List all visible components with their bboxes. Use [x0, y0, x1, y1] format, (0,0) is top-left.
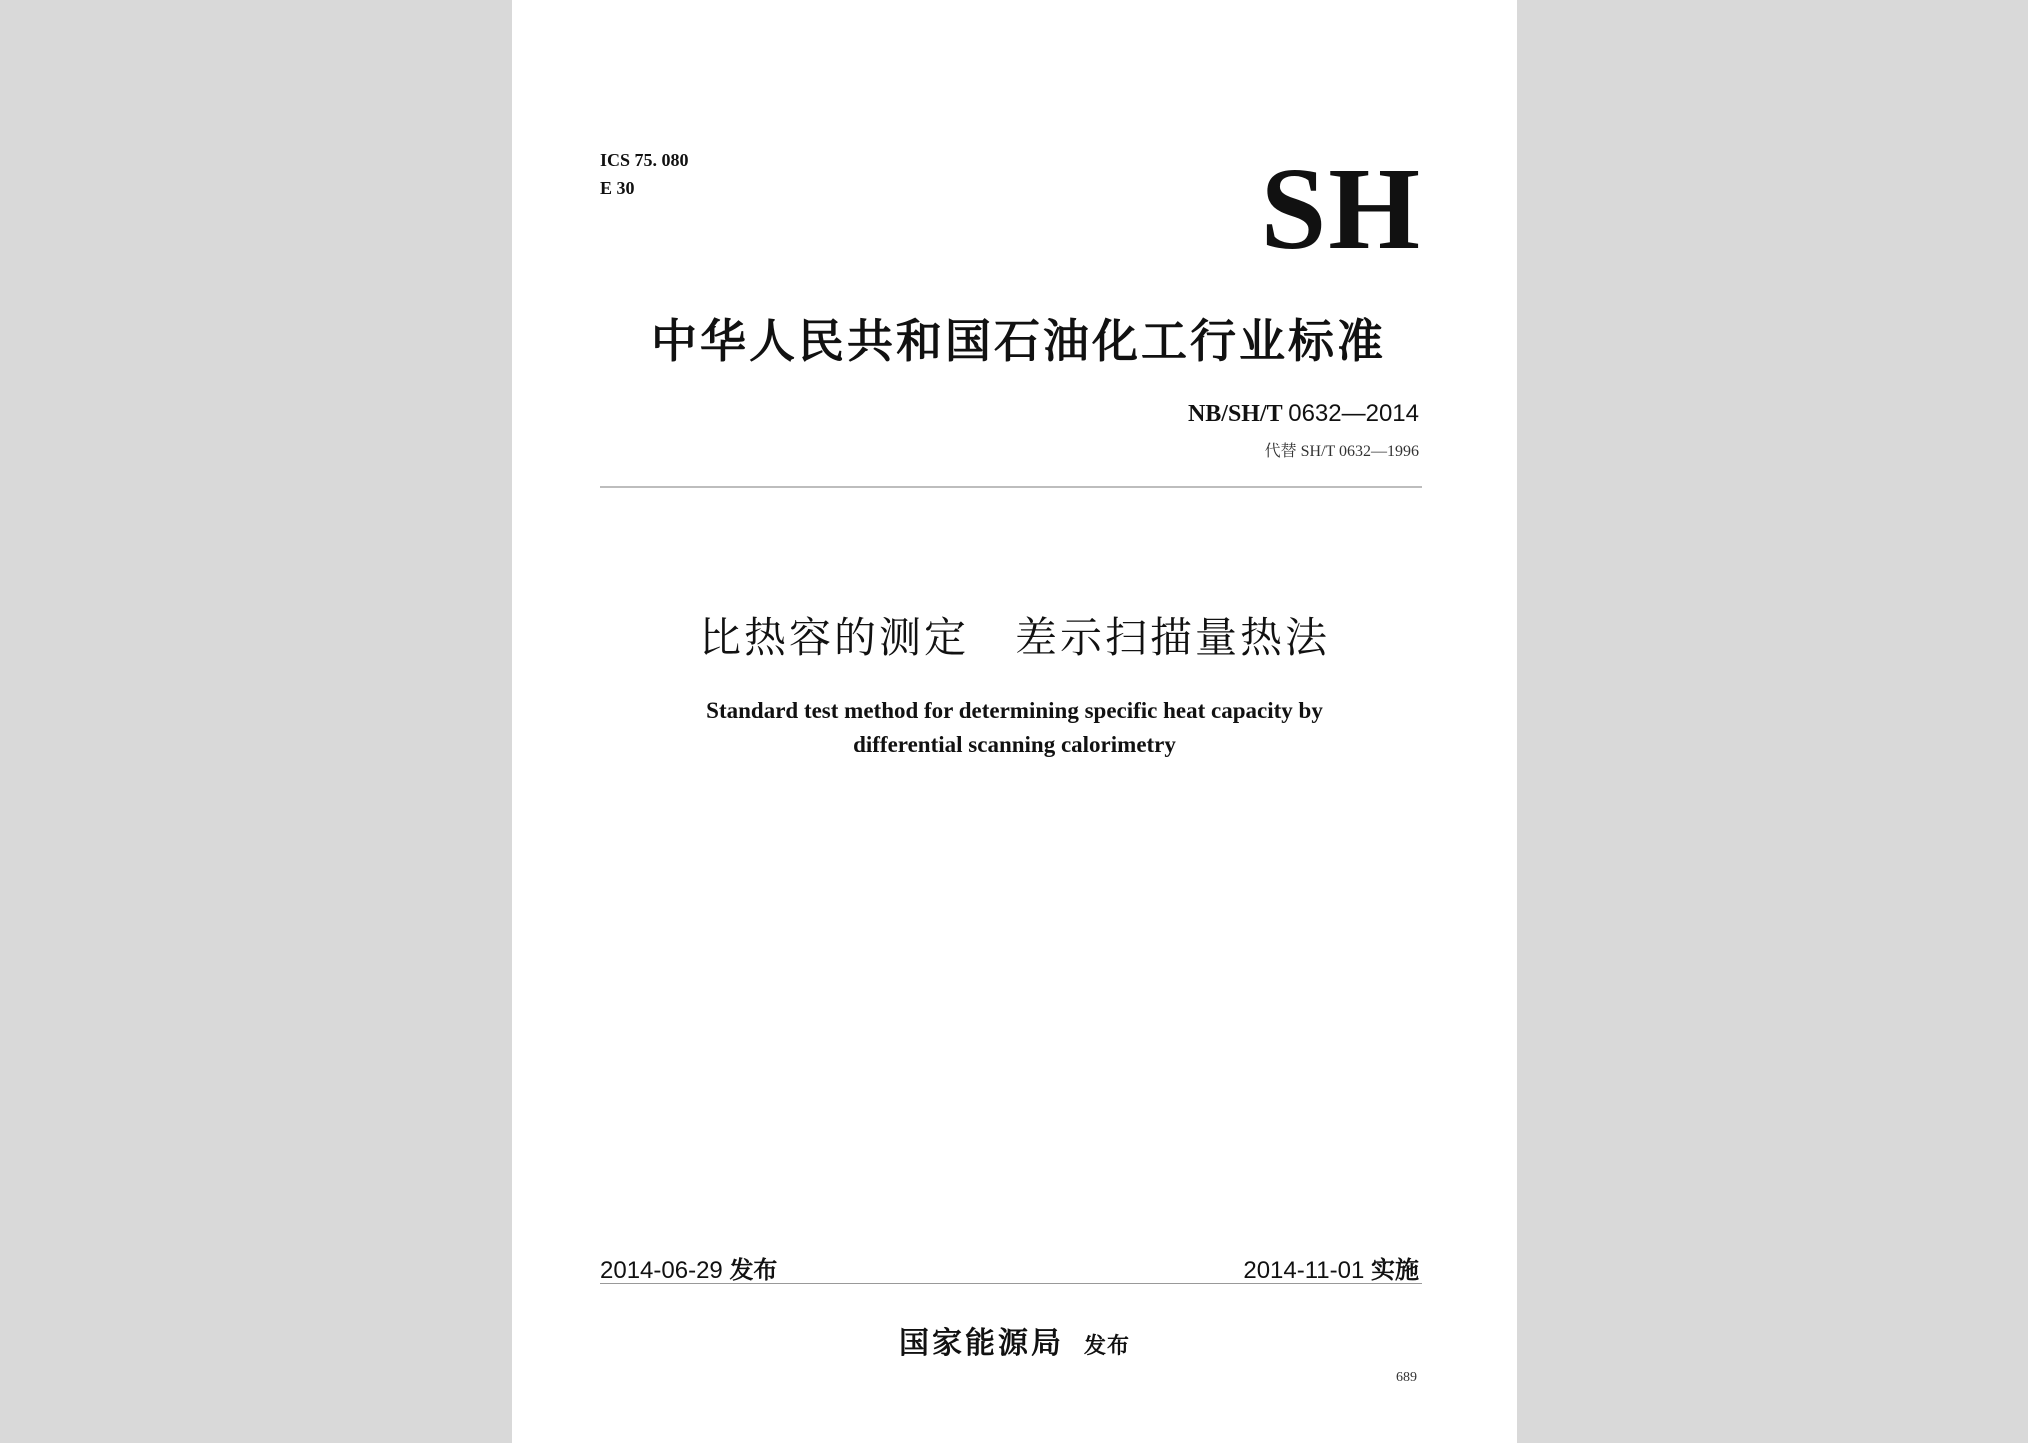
publisher-name: 国家能源局 — [898, 1326, 1064, 1361]
effective-date — [1243, 1250, 1419, 1285]
title-cn-part2: 差示扫描量热法 — [1015, 613, 1331, 662]
effective-label: 实施 — [1371, 1256, 1419, 1284]
standard-code: 0632—2014 — [1288, 400, 1419, 427]
effective-date-value: 2014-11-01 — [1243, 1257, 1365, 1284]
sh-logo: SH — [1260, 143, 1422, 274]
title-en-line1: Standard test method for determining specific heat capacity by — [706, 698, 1323, 723]
publisher — [512, 1318, 1517, 1362]
page-number: 689 — [1396, 1370, 1417, 1385]
title-english — [512, 694, 1517, 762]
title-en-line2: differential scanning calorimetry — [853, 732, 1176, 757]
issue-date — [600, 1250, 777, 1285]
footer-divider — [600, 1283, 1422, 1284]
issue-label: 发布 — [729, 1256, 778, 1284]
standard-number — [1188, 400, 1419, 428]
ics-code: ICS 75. 080 — [600, 150, 689, 170]
replaces-standard: 代替 SH/T 0632—1996 — [1264, 443, 1419, 460]
document-page — [512, 0, 1517, 1443]
publisher-label: 发布 — [1083, 1334, 1130, 1359]
standard-prefix: NB/SH/T — [1187, 401, 1289, 427]
title-chinese — [512, 605, 1517, 665]
header-divider — [600, 486, 1422, 488]
issue-date-value: 2014-06-29 — [600, 1257, 723, 1284]
ministry-title: 中华人民共和国石油化工行业标准 — [651, 314, 1386, 368]
ccs-code: E 30 — [600, 178, 635, 198]
title-cn-part1: 比热容的测定 — [698, 613, 969, 662]
